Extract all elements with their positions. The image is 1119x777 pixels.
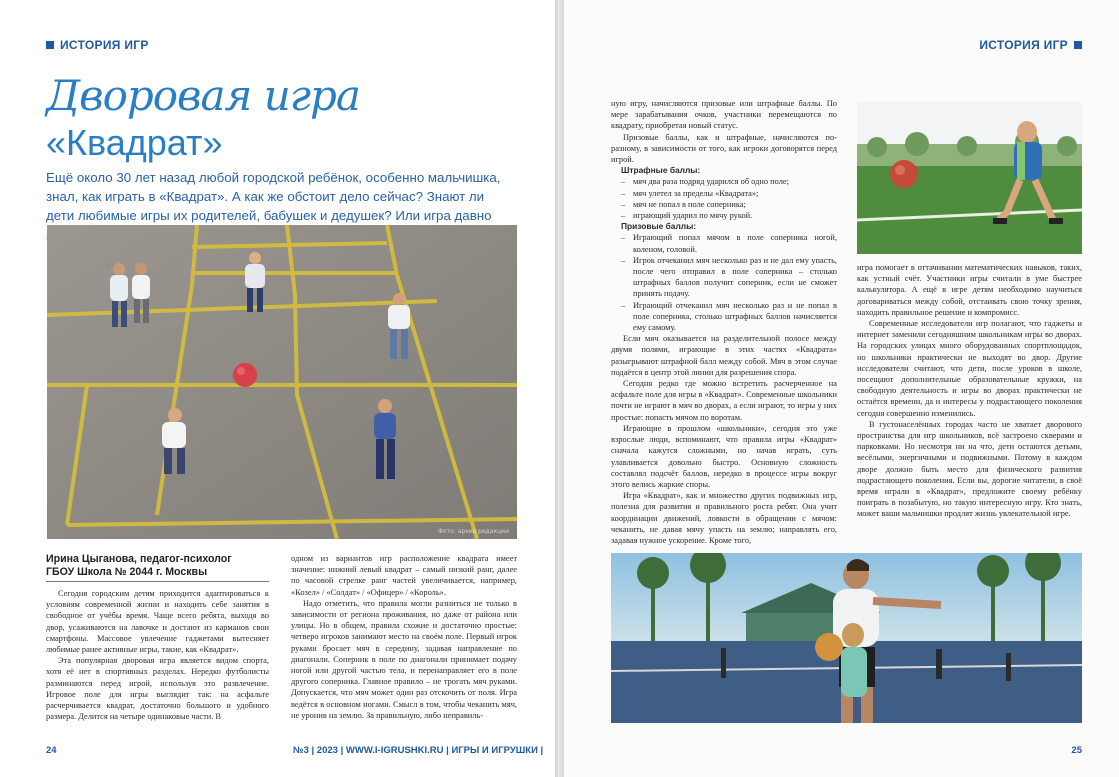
penalty-item: – мяч два раза подряд ударился об одно поле; [611,176,837,187]
magazine-footer: №3 | 2023 | WWW.I-IGRUSHKI.RU | ИГРЫ И ИГРУШКИ | [293,745,544,756]
penalty-heading: Штрафные баллы: [621,165,701,176]
paragraph: Сегодня редко где можно встретить расчерченное на асфальте поле для игры в «Квадрат». Современные школьники почти не играют в мяч во дворах, а если играют, то игры у них простые: попасть мячом по воротам. [611,379,837,422]
penalty-item: – мяч улетел за пределы «Квадрата»; [611,188,837,199]
right-text-column-1 [611,98,837,546]
article-title-main: «Квадрат» [46,122,223,163]
paragraph: Играющие в прошлом «школьники», сегодня это уже взрослые люди, вспоминают, что правила игры «Квадрат» сначала кажутся сложными, но начав играть, суть улавливается довольно быстро. Основную сложность составлял подсчёт баллов, нередко в процессе игры вокруг этого велись жаркие споры. [611,423,837,489]
paragraph: Сегодня городским детям приходится адаптироваться к условиям современной жизни и находить себе занятия в свободное от учёбы время. Чаще всего ребята, выходя во двор, усаживаются на лавочке и достают из карманов свои смартфоны. Массовое увлечение гаджетами вытесняет любимые ранее активные игры, такие, как «Квадрат». [46,589,269,655]
square-marker-icon [46,41,54,49]
author-divider [46,581,269,582]
penalty-item: – играющий ударил по мячу рукой. [611,210,837,221]
photo-illustration [857,102,1082,254]
prize-item: – Игрок отчеканил мяч несколько раз и не дал ему упасть, после чего отправил в поле соперника – столько штрафных баллов получит соперник, если не сможет принять подачу. [611,255,837,300]
section-title: ИСТОРИЯ ИГР [979,38,1068,52]
paragraph: Если мяч оказывается на разделительной полосе между двумя полями, играющие в этих частях «Квадрата» разыгрывают штрафной балл между собой. Мяч в этом случае подаётся в центр этой линии для разрешения спора. [611,334,837,377]
page-number-right: 25 [1071,745,1082,756]
section-header-left [46,38,149,52]
author-name: Ирина Цыганова, педагог-психолог [46,553,232,565]
prize-item: – Играющий отчеканил мяч несколько раз и не попал в поле соперника, столько штрафных баллов начисляется ему самому. [611,300,837,334]
section-header-right [979,38,1082,52]
paragraph: Современные исследователи игр полагают, что гаджеты и интернет заменили сегодняшним школьникам игры во дворах. На городских улицах много оборудованных спортплощадок, но школьники практически не выходят во двор. Другие исследователи считают, что дети, после уроков в школе, посещают дополнительные образовательные кружки, на свободную деятельность и игры во дворах практически не остаётся времени, да и интересы у подрастающего поколения сегодня совершенно изменились. [857,319,1082,418]
prize-heading: Призовые баллы: [621,221,697,232]
page-gutter [555,0,564,777]
author-organization: ГБОУ Школа № 2044 г. Москвы [46,566,208,578]
left-text-column-2 [291,553,517,721]
square-marker-icon [1074,41,1082,49]
right-text-column-2 [857,262,1082,520]
photo-credit: Фото: архив редакции [437,528,509,535]
boy-kicking-ball-photo [857,102,1082,254]
father-child-basketball-photo [611,553,1082,723]
article-lead: Ещё около 30 лет назад любой городской ребёнок, особенно мальчишка, знал, как играть в «Квадрат». А как же обстоит дело сейчас? Знают ли дети любимые игры их родителей, бабушек и дедушек? Или игра давно [46,170,501,223]
photo-illustration [47,225,517,539]
section-title: ИСТОРИЯ ИГР [60,38,149,52]
right-page [564,0,1119,777]
paragraph: ную игру, начисляются призовые или штрафные баллы. По мере зарабатывания очков, участники перемещаются по квадрату, приобретая новый статус. [611,99,837,131]
paragraph: Игра «Квадрат», как и множество других подвижных игр, полезна для развития и правильного роста ребят. Она учит координации движений, ловкости в обращении с мячом: чеканить, не давая мячу упасть на землю; направлять его, задавая нужное ускорение. Кроме того, [611,491,837,545]
penalty-item: – мяч не попал в поле соперника; [611,199,837,210]
kids-playing-square-photo [47,225,517,539]
photo-illustration [611,553,1082,723]
paragraph: Эта популярная дворовая игра является видом спорта, хотя её нет в спортивных разделах. Нередко футболисты разминаются перед игрой, используя это развлечение. Игровое поле для игры выглядит так: на асфальте расчерчивается квадрат, достаточно большого и удобного размера. Делится на четыре одинаковые части. В [46,656,269,722]
article-title-script: Дворовая игра [46,71,360,120]
page-number-left: 24 [46,745,57,756]
paragraph: В густонаселённых городах часто не хватает дворового пространства для игр школьников, всё застроено скверами и парковками. Но несмотря ни на что, дети остаются детьми, весёлыми, энергичными и подвижными. Потому в каждом дворе должно быть место для физического развития подрастающего поколения. Если вы, дорогие читатели, в своё время играли в «Квадрат», предложите своему ребёнку поиграть в позабытую, но такую интересную игру. Кто знать, может ваши мальчишки продлят жизнь увлекательной игре. [857,419,1082,519]
paragraph: Призовые баллы, как и штрафные, начисляются по-разному, в зависимости от того, как игроки договорятся перед игрой. [611,132,837,165]
left-text-column-1 [46,588,269,722]
paragraph: Надо отметить, что правила могли разниться не только в зависимости от региона проживания, но даже от района или улицы. Но в общем, правила схожие и достаточно простые: четверо игроков занимают место на своём поле. Первый игрок руками бросает мяч в середину, задавая направление по диагонали. Соперник в поле по диагонали принимает подачу ногой или другой частью тела, и перенаправляет его в поле другого соперника. Главное правило – не трогать мяч руками. Допускается, что мяч может один раз отскочить от поля. Игра ведётся в основном ногами. Смысл в том, чтобы чеканить мяч, не уронив на землю. За правильную, либо неправиль- [291,598,517,720]
author-block [46,553,232,579]
prize-item: – Играющий попал мячом в поле соперника ногой, коленом, головой. [611,232,837,254]
paragraph: игра помогает в оттачивании математических навыков, таких, как устный счёт. Участники игры считали в уме быстрее калькулятора. А ещё в игре детям необходимо научиться договариваться между собой, отстаивать свою точку зрения, находить правильное решение и компромисс. [857,263,1082,317]
left-page [0,0,555,777]
paragraph: одном из вариантов игр расположение квадрата имеет значение: нижний левый квадрат – самый низкий ранг, далее по часовой стрелке ранг частей увеличивается, например, «Козел» / «Солдат» / «Офицер» / «Король». [291,554,517,597]
